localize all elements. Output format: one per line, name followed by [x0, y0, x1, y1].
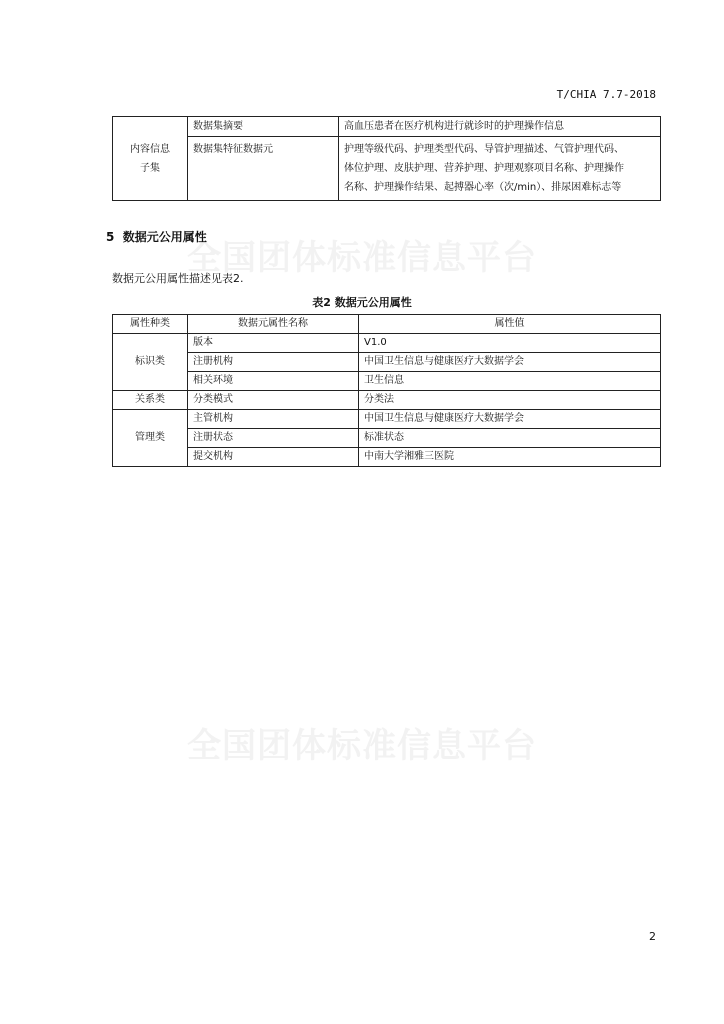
column-header: 属性种类	[113, 315, 188, 334]
watermark-top: 全国团体标准信息平台	[187, 238, 537, 278]
table-row	[113, 391, 661, 410]
section-number: 5	[106, 230, 115, 244]
attribute-name-cell: 相关环境	[188, 372, 359, 391]
table-row	[113, 448, 661, 467]
column-header: 数据元属性名称	[188, 315, 359, 334]
table-row	[113, 334, 661, 353]
table-row	[113, 372, 661, 391]
table-caption: 表2 数据元公用属性	[312, 296, 412, 309]
dataset-feature-value	[339, 137, 661, 201]
attribute-value-cell: 标准状态	[359, 429, 661, 448]
column-header: 属性值	[359, 315, 661, 334]
section-heading	[106, 228, 207, 245]
attribute-value-cell: 中南大学湘雅三医院	[359, 448, 661, 467]
intro-paragraph: 数据元公用属性描述见表2.	[112, 272, 244, 285]
attribute-value-cell: 分类法	[359, 391, 661, 410]
category-cell: 标识类	[113, 334, 188, 391]
watermark-bottom: 全国团体标准信息平台	[187, 726, 537, 766]
category-cell: 管理类	[113, 410, 188, 467]
group-label-line2: 子集	[140, 162, 160, 174]
attribute-name-cell: 分类模式	[188, 391, 359, 410]
attribute-name-cell: 注册机构	[188, 353, 359, 372]
dataset-feature-label: 数据集特征数据元	[188, 137, 339, 201]
table-row	[113, 117, 661, 137]
attribute-value-cell: V1.0	[359, 334, 661, 353]
category-cell: 关系类	[113, 391, 188, 410]
group-label-line1: 内容信息	[130, 143, 170, 155]
dataset-summary-label: 数据集摘要	[188, 117, 339, 137]
feature-line: 体位护理、皮肤护理、营养护理、护理观察项目名称、护理操作	[344, 163, 624, 174]
attribute-value-cell: 卫生信息	[359, 372, 661, 391]
feature-line: 护理等级代码、护理类型代码、导管护理描述、气管护理代码、	[344, 144, 624, 155]
feature-line: 名称、护理操作结果、起搏器心率（次/min）、排尿困难标志等	[344, 182, 622, 193]
table-row	[113, 410, 661, 429]
dataset-summary-value: 高血压患者在医疗机构进行就诊时的护理操作信息	[339, 117, 661, 137]
table-row	[113, 429, 661, 448]
attribute-value-cell: 中国卫生信息与健康医疗大数据学会	[359, 410, 661, 429]
attribute-name-cell: 版本	[188, 334, 359, 353]
attribute-value-cell: 中国卫生信息与健康医疗大数据学会	[359, 353, 661, 372]
attribute-name-cell: 提交机构	[188, 448, 359, 467]
table-header-row	[113, 315, 661, 334]
section-title: 数据元公用属性	[122, 230, 207, 244]
document-code: T/CHIA 7.7-2018	[556, 88, 656, 101]
group-label-cell	[113, 117, 188, 201]
page-number: 2	[649, 930, 656, 943]
dataset-info-table	[112, 116, 661, 201]
common-attributes-table	[112, 314, 661, 467]
attribute-name-cell: 主管机构	[188, 410, 359, 429]
attribute-name-cell: 注册状态	[188, 429, 359, 448]
table-row	[113, 353, 661, 372]
table-row	[113, 137, 661, 201]
